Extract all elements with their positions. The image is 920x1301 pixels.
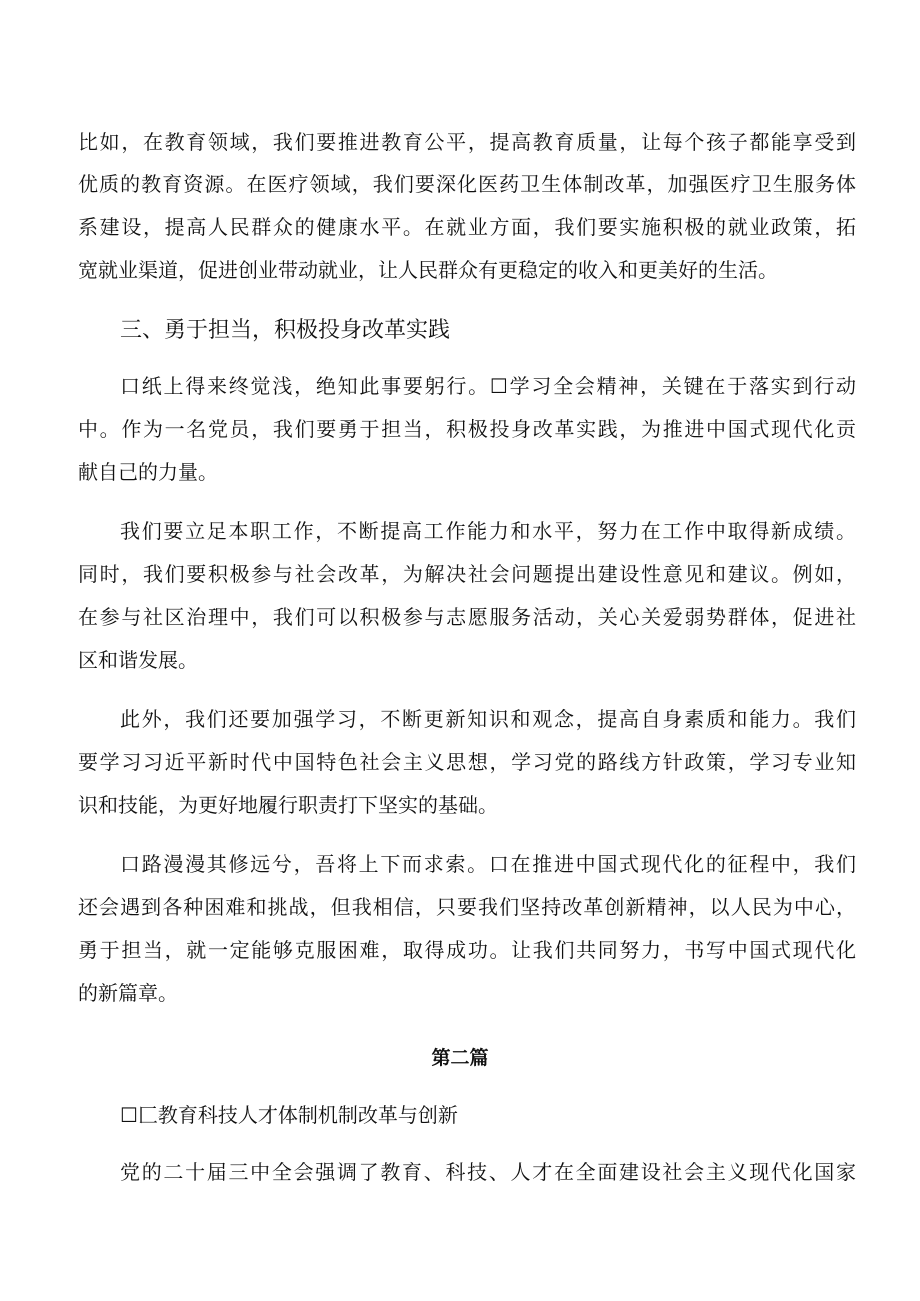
paragraph-4-line-3: 识和技能，为更好地履行职责打下坚实的基础。 xyxy=(78,793,498,817)
paragraph-2-line-1: 口纸上得来终觉浅，绝知此事要躬行。☐学习全会精神，关键在于落实到行动 xyxy=(120,374,856,398)
paragraph-3-line-3: 在参与社区治理中，我们可以积极参与志愿服务活动，关心关爱弱势群体，促进社 xyxy=(78,605,856,629)
paragraph-5-line-2: 还会遇到各种困难和挑战，但我相信，只要我们坚持改革创新精神，以人民为中心， xyxy=(78,895,856,919)
paragraph-3-line-2: 同时，我们要积极参与社会改革，为解决社会问题提出建设性意见和建议。例如， xyxy=(78,562,856,586)
paragraph-1-line-2: 优质的教育资源。在医疗领域，我们要深化医药卫生体制改革，加强医疗卫生服务体 xyxy=(78,172,856,196)
paragraph-4-line-1: 此外，我们还要加强学习，不断更新知识和观念，提高自身素质和能力。我们 xyxy=(120,707,856,731)
paragraph-3-line-4: 区和谐发展。 xyxy=(78,648,198,672)
paragraph-3-line-1: 我们要立足本职工作，不断提高工作能力和水平，努力在工作中取得新成绩。 xyxy=(120,519,856,543)
paragraph-1-line-3: 系建设，提高人民群众的健康水平。在就业方面，我们要实施积极的就业政策，拓 xyxy=(78,215,856,239)
paragraph-1-line-4: 宽就业渠道，促进创业带动就业，让人民群众有更稳定的收入和更美好的生活。 xyxy=(78,258,778,282)
section-heading: 三、勇于担当，积极投身改革实践 xyxy=(120,318,451,343)
paragraph-5-line-3: 勇于担当，就一定能够克服困难，取得成功。让我们共同努力，书写中国式现代化 xyxy=(78,938,856,962)
paragraph-5-line-1: 口路漫漫其修远兮，吾将上下而求索。口在推进中国式现代化的征程中，我们 xyxy=(120,852,856,876)
paragraph-4-line-2: 要学习习近平新时代中国特色社会主义思想，学习党的路线方针政策，学习专业知 xyxy=(78,750,856,774)
paragraph-2-line-2: 中。作为一名党员，我们要勇于担当，积极投身改革实践，为推进中国式现代化贡 xyxy=(78,417,856,441)
paragraph-6-line-1: 党的二十届三中全会强调了教育、科技、人才在全面建设社会主义现代化国家 xyxy=(120,1160,856,1184)
paragraph-5-line-4: 的新篇章。 xyxy=(78,981,178,1005)
subtitle: ☐匚教育科技人才体制机制改革与创新 xyxy=(120,1103,458,1127)
paragraph-1-line-1: 比如，在教育领域，我们要推进教育公平，提高教育质量，让每个孩子都能享受到 xyxy=(78,130,856,154)
paragraph-2-line-3: 献自己的力量。 xyxy=(78,460,218,484)
part-title: 第二篇 xyxy=(431,1047,489,1069)
